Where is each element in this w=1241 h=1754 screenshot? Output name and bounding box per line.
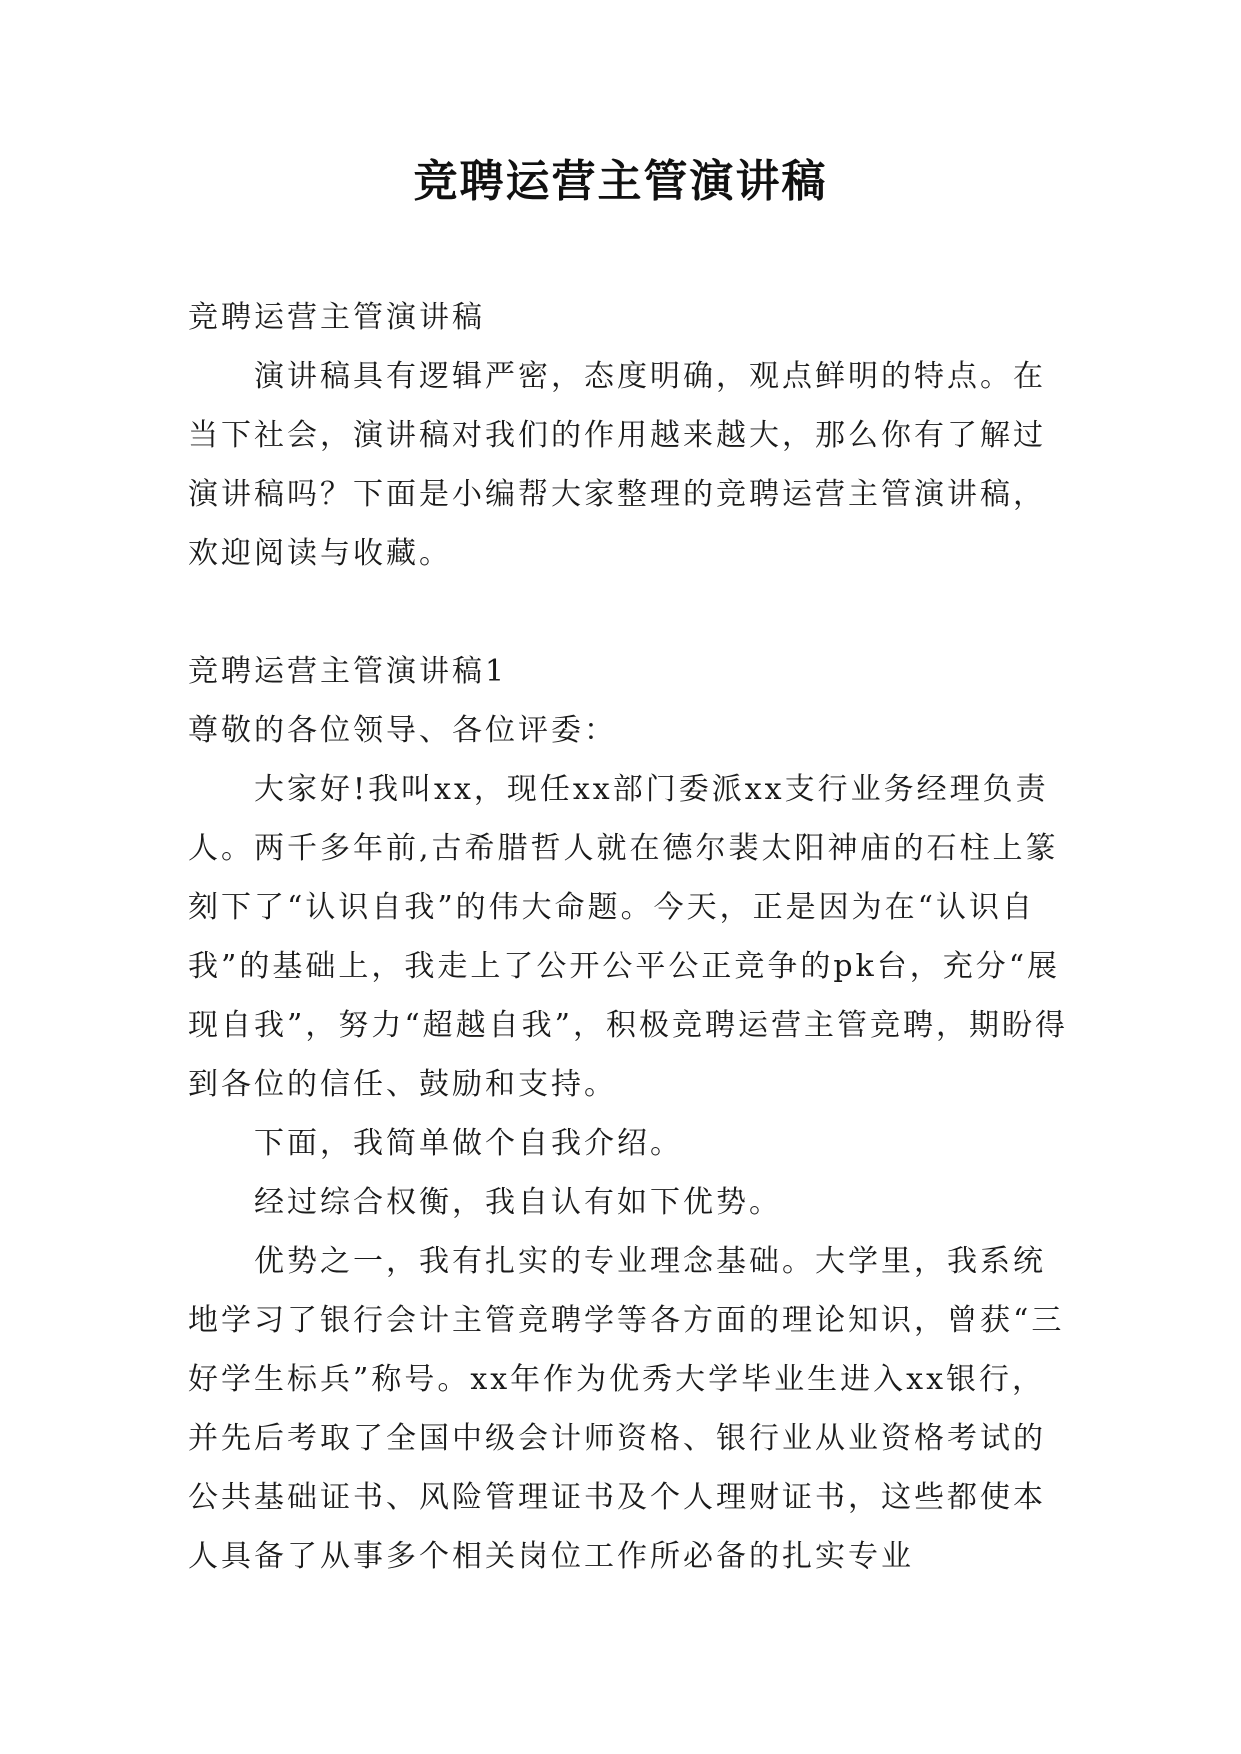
document-body [188,288,1068,1586]
body-paragraph: 优势之一，我有扎实的专业理念基础。大学里，我系统地学习了银行会计主管竞聘学等各方面的理论知识，曾获“三好学生标兵”称号。xx年作为优秀大学毕业生进入xx银行，并先后考取了全国中级会计师资格、银行业从业资格考试的公共基础证书、风险管理证书及个人理财证书，这些都使本人具备了从事多个相关岗位工作所必备的扎实专业 [188,1244,1065,1574]
intro-paragraph: 演讲稿具有逻辑严密，态度明确，观点鲜明的特点。在当下社会，演讲稿对我们的作用越来越大，那么你有了解过演讲稿吗？下面是小编帮大家整理的竞聘运营主管演讲稿，欢迎阅读与收藏。 [188,359,1046,571]
page-title: 竞聘运营主管演讲稿 [413,156,828,207]
body-paragraph: 经过综合权衡，我自认有如下优势。 [254,1185,782,1220]
section-heading: 竞聘运营主管演讲稿1 [188,654,508,689]
body-paragraph: 下面，我简单做个自我介绍。 [254,1126,683,1161]
subtitle-paragraph: 竞聘运营主管演讲稿 [188,300,485,335]
body-paragraph: 大家好!我叫xx，现任xx部门委派xx支行业务经理负责人。两千多年前,古希腊哲人就在德尔裴太阳神庙的石柱上篆刻下了“认识自我”的伟大命题。今天，正是因为在“认识自我”的基础上，我走上了公开公平公正竞争的pk台，充分“展现自我”，努力“超越自我”，积极竞聘运营主管竞聘，期盼得到各位的信任、鼓励和支持。 [188,772,1069,1102]
salutation-paragraph: 尊敬的各位领导、各位评委： [188,713,617,748]
